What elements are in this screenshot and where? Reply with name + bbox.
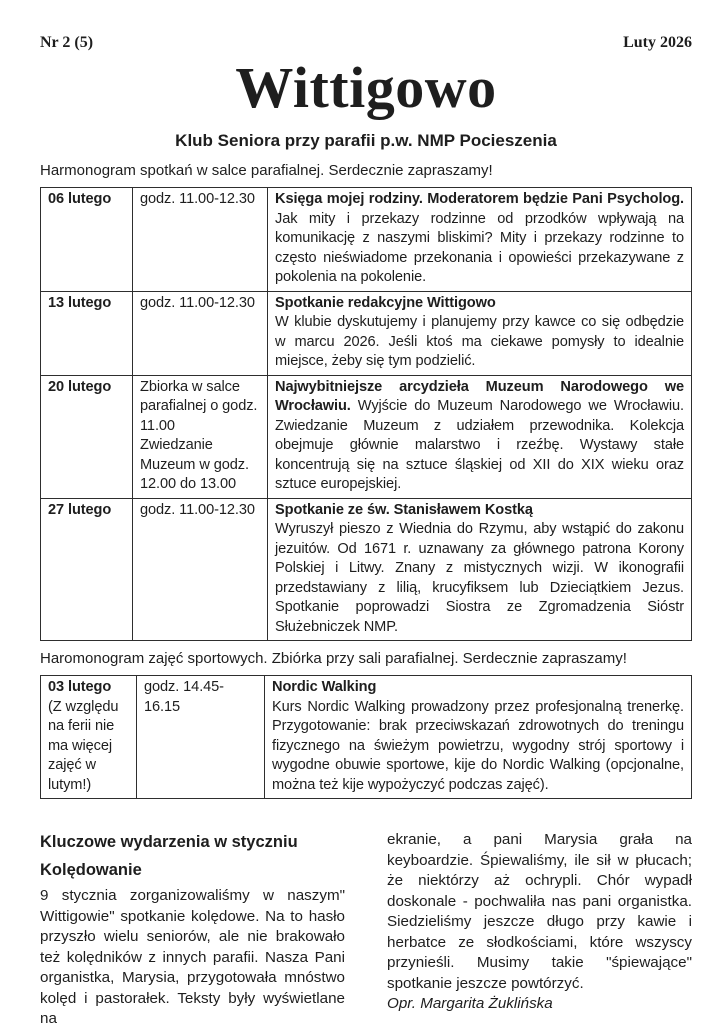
cell-time (133, 291, 268, 375)
news-byline: Opr. Margarita Żuklińska (387, 995, 553, 1012)
event-description: Wyjście do Muzeum Narodowego we Wrocławiu. Zwiedzanie Muzeum z udziałem przewodnika. Kolekcja obejmuje głównie malarstwo i rzeźbę. Wystawy stałe koncentrują się na sztuce śląskiej od XII do XIX wieku oraz sztuce europejskiej. (275, 398, 684, 492)
date-note: (Z względu na ferii nie ma więcej zajęć w lutym!) (48, 698, 119, 793)
event-description: Jak mity i przekazy rodzinne od przodków wpływają na komunikację z naszymi bliskimi? Mity i przekazy rodzinne to często nieświadome przekonania i opowieści przekazywane z pokolenia na pokolenie. (275, 210, 684, 285)
event-title: Najwybitniejsze arcydzieła Muzeum Narodowego we Wrocławiu. (275, 378, 684, 414)
sports-intro: Haromonogram zajęć sportowych. Zbiórka przy sali parafialnej. Serdecznie zapraszamy! (40, 650, 627, 667)
time-line: godz. 11.00-12.30 (140, 294, 255, 311)
cell-date: 06 lutego (41, 188, 133, 292)
event-date: 03 lutego (48, 679, 112, 695)
newsletter-title: Wittigowo (235, 55, 497, 120)
cell-description (268, 498, 692, 641)
event-title: Księga mojej rodziny. Moderatorem będzie Pani Psycholog. (275, 191, 684, 207)
cell-description (268, 188, 692, 292)
table-row (41, 188, 692, 292)
table-row (41, 291, 692, 375)
newsletter-subtitle: Klub Seniora przy parafii p.w. NMP Pocieszenia (175, 131, 557, 150)
cell-time (133, 188, 268, 292)
time-line: godz. 14.45-16.15 (144, 679, 224, 715)
cell-date: 27 lutego (41, 498, 133, 641)
time-line: Zbiorka w salce parafialnej o godz. 11.00 (140, 378, 258, 434)
event-description: Kurs Nordic Walking prowadzony przez profesjonalną trenerkę. Przygotowanie: brak przeciwskazań zdrowotnych do treningu fizycznego na świeżym powietrzu, wygodny strój sportowy i wygodne obuwie sportowe, kije do Nordic Walking (opcjonalne, można też kije wypożyczyć podczas zajęć). (272, 698, 684, 793)
event-title: Nordic Walking (272, 679, 377, 695)
sports-table (40, 675, 692, 799)
time-line: godz. 11.00-12.30 (140, 191, 255, 207)
cell-description (265, 676, 692, 799)
news-paragraph-left: 9 stycznia zorganizowaliśmy w naszym" Wittigowie" spotkanie kolędowe. Na to hasło przyszło wielu seniorów, ale nie brakowało też kolędników z innych parafii. Nasza Pani organistka, Marysia, przygotowała mnóstwo kolęd i pastorałek. Teksty były wyświetlane na (40, 887, 345, 1027)
event-description: W klubie dyskutujemy i planujemy przy kawce co się odbędzie w marcu 2026. Jeśli ktoś ma ciekawe pomysły to idealnie miejsce, żeby się tym podzielić. (275, 314, 684, 369)
cell-time (137, 676, 265, 799)
time-line: Zwiedzanie Muzeum w godz. 12.00 do 13.00 (140, 437, 249, 492)
table-row (41, 498, 692, 641)
event-title: Spotkanie redakcyjne Wittigowo (275, 294, 496, 311)
news-column-right (387, 830, 692, 1030)
event-title: Spotkanie ze św. Stanisławem Kostką (275, 501, 533, 518)
cell-time (133, 375, 268, 498)
event-description: Wyruszył pieszo z Wiednia do Rzymu, aby wstąpić do zakonu jezuitów. Od 1671 r. uznawany za głównego patrona Korony Polskiej i Litwy. Znany z mistycznych wizji. W ikonografii przedstawiany z lilią, krucyfiksem lub Dzieciątkiem Jezus. Spotkanie poprowadzi Siostra ze Zgromadzenia Sióstr Służebniczek NMP. (275, 521, 684, 635)
table-row (41, 676, 692, 799)
meetings-table (40, 187, 692, 641)
cell-description (268, 375, 692, 498)
issue-date: Luty 2026 (623, 34, 692, 51)
cell-date (41, 676, 137, 799)
issue-number: Nr 2 (5) (40, 34, 94, 51)
meetings-intro: Harmonogram spotkań w salce parafialnej. Serdecznie zapraszamy! (40, 162, 493, 179)
cell-date: 20 lutego (41, 375, 133, 498)
news-subheading: Kolędowanie (40, 861, 142, 879)
cell-description (268, 291, 692, 375)
news-paragraph-right: ekranie, a pani Marysia grała na keyboardzie. Śpiewaliśmy, ile sił w płucach; że niektórzy aż ochrypli. Chór wypadł doskonale - pochwaliła nas pani organistka. Siedzieliśmy jeszcze długo przy kawie i herbatce ze słodkościami, które wszyscy przynieśli. Musimy takie "śpiewające" spotkanie jeszcze powtórzyć. (387, 831, 692, 992)
cell-date: 13 lutego (41, 291, 133, 375)
news-section (40, 830, 692, 1030)
news-column-left (40, 830, 345, 1030)
time-line: godz. 11.00-12.30 (140, 501, 255, 518)
news-heading: Kluczowe wydarzenia w styczniu (40, 833, 298, 851)
page-header (40, 34, 692, 52)
table-row (41, 375, 692, 498)
cell-time (133, 498, 268, 641)
